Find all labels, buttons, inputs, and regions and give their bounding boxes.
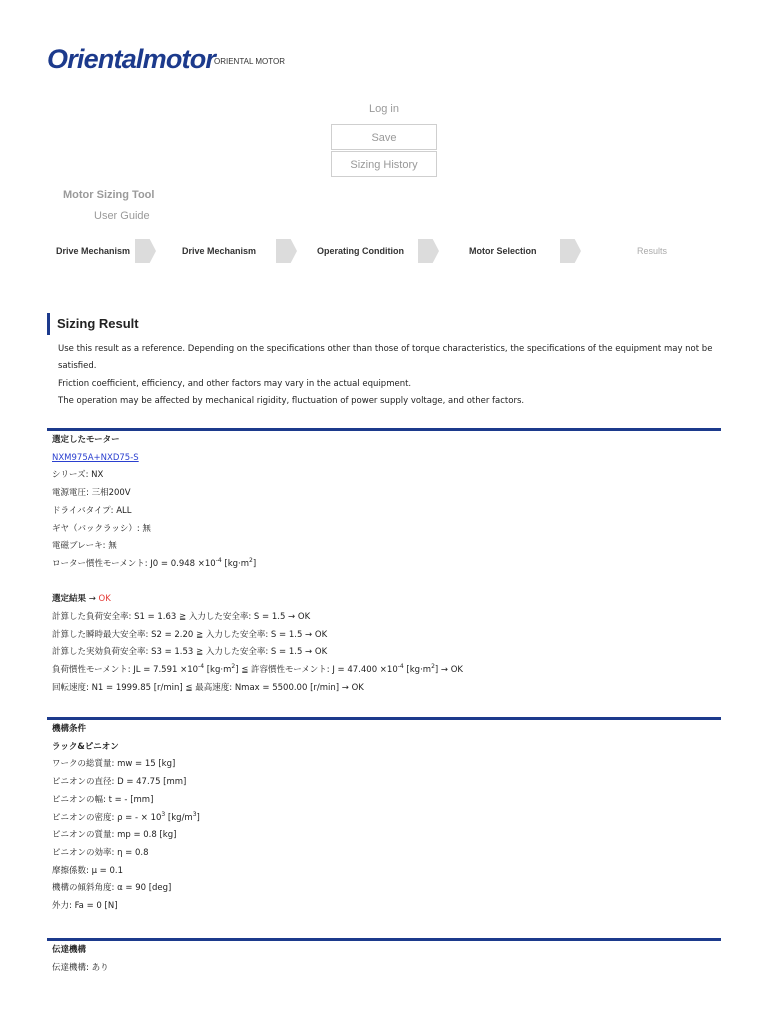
peak-safety-factor: 計算した瞬時最大安全率: S2 = 2.20 ≧ 入力した安全率: S = 1.5 → OK [52, 629, 328, 640]
pinion-efficiency: ピニオンの効率: η = 0.8 [52, 847, 149, 858]
step-arrow-icon [276, 239, 297, 263]
sizing-history-button[interactable]: Sizing History [331, 151, 437, 177]
pinion-mass: ピニオンの質量: mp = 0.8 [kg] [52, 830, 177, 841]
step-arrow-icon [135, 239, 156, 263]
rotation-speed: 回転速度: N1 = 1999.85 [r/min] ≦ 最高速度: Nmax = 5500.00 [r/min] → OK [52, 682, 364, 693]
save-button[interactable]: Save [331, 124, 437, 150]
step-operating-condition[interactable]: Operating Condition [317, 246, 404, 256]
transmission-heading: 伝達機構 [52, 945, 87, 955]
motor-driver-type: ドライバタイプ: ALL [52, 505, 132, 516]
progress-steps [0, 239, 768, 263]
step-drive-mechanism-1[interactable]: Drive Mechanism [56, 246, 131, 256]
friction-coefficient: 摩擦係数: μ = 0.1 [52, 865, 124, 876]
pinion-diameter: ピニオンの直径: D = 47.75 [mm] [52, 777, 187, 788]
mechanism-subheading: ラック&ピニオン [52, 741, 119, 752]
brand-subtext: ORIENTAL MOTOR [214, 57, 285, 66]
motor-voltage: 電源電圧: 三相200V [52, 488, 131, 499]
work-mass: ワークの総質量: mw = 15 [kg] [52, 759, 176, 770]
section-divider [47, 717, 721, 720]
transmission-value: 伝達機構: あり [52, 962, 109, 973]
motor-model-link[interactable]: NXM975A+NXD75-S [52, 452, 139, 463]
user-guide-link[interactable]: User Guide [94, 210, 150, 222]
oriental-motor-logo: Orientalmotor [47, 44, 216, 74]
mechanism-section [52, 721, 732, 916]
sizing-result-intro [58, 341, 724, 410]
mechanism-heading: 機構条件 [52, 724, 87, 734]
selected-motor-section [52, 432, 732, 698]
selected-motor-heading: 選定したモーター [52, 435, 120, 445]
section-divider [47, 428, 721, 431]
transmission-section [52, 942, 732, 977]
motor-gear: ギヤ（バックラッシ）: 無 [52, 523, 151, 534]
intro-line: The operation may be affected by mechanical rigidity, fluctuation of power supply voltage, and other factors. [58, 395, 525, 406]
step-motor-selection[interactable]: Motor Selection [469, 246, 537, 256]
pinion-density: ピニオンの密度: ρ = - × $10^3$ $[kg/m^3]$ [52, 810, 200, 823]
step-arrow-icon [418, 239, 439, 263]
step-results: Results [637, 246, 668, 256]
login-link[interactable]: Log in [369, 103, 399, 115]
intro-line: satisfied. [58, 361, 97, 372]
load-safety-factor: 計算した負荷安全率: S1 = 1.63 ≧ 入力した安全率: S = 1.5 → OK [52, 612, 311, 623]
motor-series: シリーズ: NX [52, 470, 104, 481]
pinion-width: ピニオンの幅: t = - [mm] [52, 794, 154, 805]
tool-title: Motor Sizing Tool [63, 189, 155, 201]
step-arrow-icon [560, 239, 581, 263]
load-inertia: 負荷慣性モーメント: JL = $7.591 \times 10^{-4}$ $[kg\cdot m^2]$ ≦ 許容慣性モーメント: $J = 47.400 \times 10^{-4}$ $[kg\cdot m^2]$ → OK [52, 663, 463, 676]
sizing-result-title: Sizing Result [47, 313, 139, 335]
intro-line: Friction coefficient, efficiency, and other factors may vary in the actual equipment. [58, 378, 412, 389]
rotor-inertia: ローター慣性モーメント: $J0 = 0.948 \times 10^{-4}$ $[kg\cdot m^2]$ [52, 557, 257, 569]
incline-angle: 機構の傾斜角度: α = 90 [deg] [52, 883, 172, 894]
external-force: 外力: Fa = 0 [N] [52, 901, 118, 912]
effective-safety-factor: 計算した実効負荷安全率: S3 = 1.53 ≧ 入力した安全率: S = 1.5 → OK [52, 647, 328, 658]
section-divider [47, 938, 721, 941]
selection-status-badge: OK [98, 594, 111, 605]
motor-brake: 電磁ブレーキ: 無 [52, 541, 117, 552]
step-drive-mechanism-2[interactable]: Drive Mechanism [182, 246, 257, 256]
selection-result-heading: 選定結果 → OK [52, 594, 111, 605]
intro-line: Use this result as a reference. Depending on the specifications other than those of torque characteristics, the specifications of the equipment may not be [58, 344, 713, 354]
